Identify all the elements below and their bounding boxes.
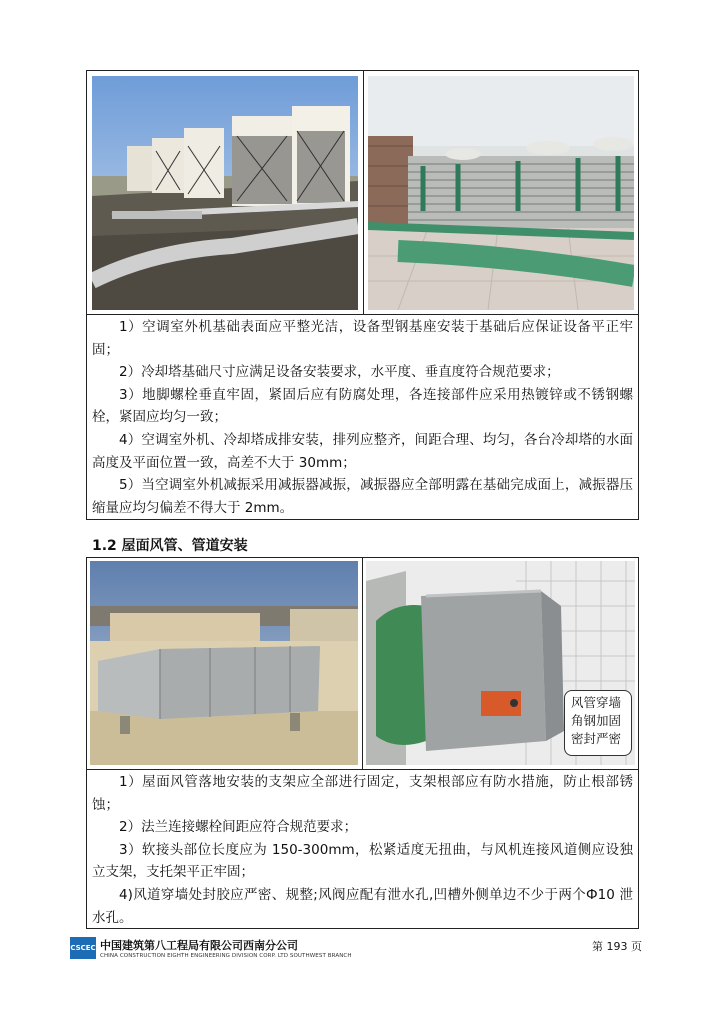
company-name-en: CHINA CONSTRUCTION EIGHTH ENGINEERING DIVISION CORP. LTD SOUTHWEST BRANCH — [100, 953, 352, 959]
section1-photo-divider — [363, 70, 364, 314]
section2-item-4: 4)风道穿墙处封胶应严密、规整;风阀应配有泄水孔,凹槽外侧单边不少于两个Ф10 泄水孔。 — [92, 886, 633, 926]
section1-item-5: 5）当空调室外机减振采用减振器减振，减振器应全部明露在基础完成面上，减振器压缩量应均匀偏差不得大于 2mm。 — [92, 477, 633, 516]
cscec-logo — [70, 937, 96, 959]
section1-row-divider — [86, 314, 639, 315]
section1-item-3: 3）地脚螺栓垂直牢固，紧固后应有防腐处理，各连接部件应采用热镀锌或不锈钢螺栓，紧固应均匀一致； — [92, 386, 633, 426]
section2-heading: 1.2 屋面风管、管道安装 — [92, 538, 248, 554]
section1-item-2: 2）冷却塔基础尺寸应满足设备安装要求，水平度、垂直度符合规范要求； — [119, 364, 560, 381]
company-name-cn: 中国建筑第八工程局有限公司西南分公司 — [100, 939, 298, 952]
section2-item-3: 3）软接头部位长度应为 150-300mm，松紧适度无扭曲，与风机连接风道侧应设独立支架，支托架平正牢固； — [92, 841, 633, 881]
roof-duct-photo — [90, 561, 358, 765]
section2-photo-divider — [362, 557, 363, 769]
duct-callout-label: 风管穿墙角钢加固密封严密 — [564, 690, 632, 756]
section1-requirements — [92, 316, 633, 519]
cooling-tower-photo-1 — [92, 76, 358, 310]
section1-item-1: 1）空调室外机基础表面应平整光洁，设备型钢基座安装于基础后应保证设备平正牢固； — [92, 319, 633, 358]
section1-item-4: 4）空调室外机、冷却塔成排安装，排列应整齐，间距合理、均匀，各台冷却塔的水面高度及平面位置一致，高差不大于 30mm； — [92, 431, 633, 471]
section2-requirements — [92, 771, 633, 929]
section2-item-2: 2）法兰连接螺栓间距应符合规范要求； — [119, 819, 358, 836]
cooling-tower-photo-2 — [368, 76, 634, 310]
section2-item-1: 1）屋面风管落地安装的支架应全部进行固定，支架根部应有防水措施，防止根部锈蚀； — [92, 774, 633, 813]
cscec-logo-text: CSCEC — [70, 944, 96, 952]
page-number: 第 193 页 — [592, 940, 642, 953]
section2-row-divider — [86, 769, 639, 770]
